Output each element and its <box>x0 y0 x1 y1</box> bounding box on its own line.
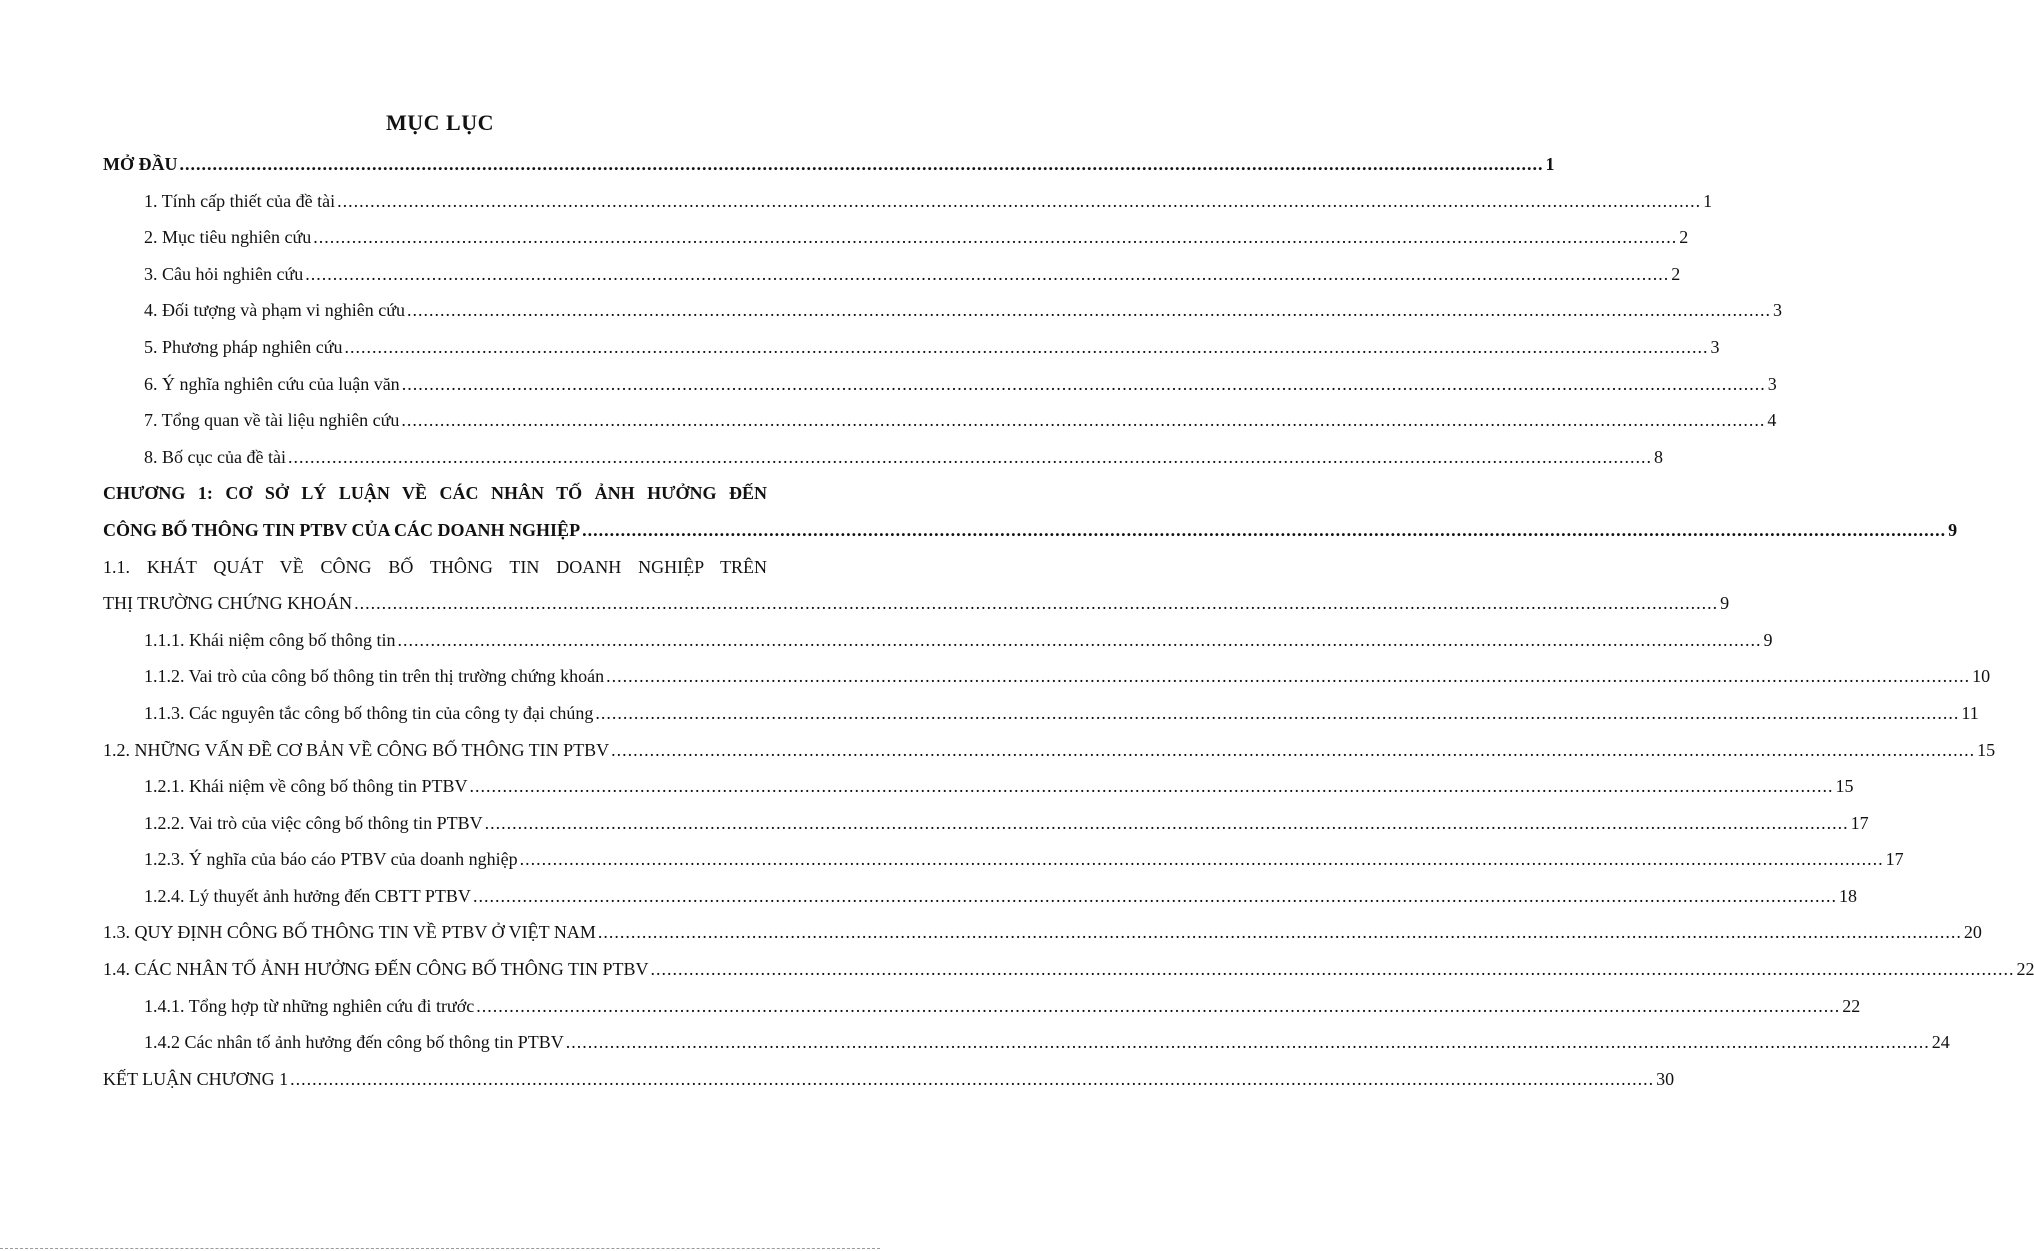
toc-entry-page-number: 9 <box>1763 629 1773 650</box>
toc-dot-leader <box>582 512 1946 549</box>
toc-entry-label: 1.2.1. Khái niệm về công bố thông tin PTBV <box>144 776 468 797</box>
toc-entry-page-number: 4 <box>1767 410 1777 431</box>
toc-entry-page-number: 22 <box>2016 959 2034 980</box>
toc-entry-page-number: 10 <box>1972 666 1991 687</box>
toc-entry-page-number: 3 <box>1773 300 1782 321</box>
toc-entry-page-number: 20 <box>1963 922 1982 943</box>
toc-entry-page-number: 17 <box>1885 849 1904 870</box>
toc-dot-leader <box>650 951 2014 988</box>
toc-dot-leader <box>337 183 1701 220</box>
toc-dot-leader <box>402 366 1766 403</box>
toc-entry-page-number: 2 <box>1679 227 1689 248</box>
toc-entry-label: 1.3. QUY ĐỊNH CÔNG BỐ THÔNG TIN VỀ PTBV Ở VIỆT NAM <box>103 922 596 943</box>
toc-title: MỤC LỤC <box>386 110 494 135</box>
toc-dot-leader <box>397 622 1761 659</box>
toc-entry[interactable] <box>103 439 1663 476</box>
toc-entry-label: 3. Câu hỏi nghiên cứu <box>144 263 304 284</box>
toc-entry[interactable] <box>103 951 2034 988</box>
toc-dot-leader <box>485 805 1849 842</box>
toc-entry-label: MỞ ĐẦU <box>103 154 178 174</box>
toc-entry[interactable] <box>103 768 1854 805</box>
toc-entry-label: CHƯƠNG 1: CƠ SỞ LÝ LUẬN VỀ CÁC NHÂN TỐ ẢNH HƯỞNG ĐẾN <box>103 483 767 504</box>
toc-entry-label: 1.1.3. Các nguyên tắc công bố thông tin của công ty đại chúng <box>144 702 594 723</box>
toc-dot-leader <box>354 585 1718 622</box>
toc-entry[interactable] <box>103 841 1904 878</box>
toc-entry-label: THỊ TRƯỜNG CHỨNG KHOÁN <box>103 593 353 614</box>
toc-entry-page-number: 2 <box>1671 263 1681 284</box>
toc-entry-page-number: 15 <box>1835 776 1854 797</box>
toc-entry-label: 1.2.2. Vai trò của việc công bố thông tin PTBV <box>144 812 483 833</box>
toc-entry[interactable] <box>103 914 1982 951</box>
toc-list <box>103 146 2034 1097</box>
toc-dot-leader <box>407 292 1771 329</box>
toc-dot-leader <box>180 146 1544 183</box>
toc-entry-label: 1.4. CÁC NHÂN TỐ ẢNH HƯỞNG ĐẾN CÔNG BỐ THÔNG TIN PTBV <box>103 959 649 980</box>
toc-entry[interactable] <box>103 585 1730 622</box>
toc-entry-label: 1.1. KHÁT QUÁT VỀ CÔNG BỐ THÔNG TIN DOANH NGHIỆP TRÊN <box>103 556 767 577</box>
toc-entry[interactable] <box>103 402 1777 439</box>
toc-entry-page-number: 24 <box>1931 1032 1950 1053</box>
toc-entry-page-number: 18 <box>1838 885 1857 906</box>
toc-entry-label: 1.4.2 Các nhân tố ảnh hưởng đến công bố thông tin PTBV <box>144 1032 564 1053</box>
toc-dot-leader <box>473 878 1837 915</box>
toc-dot-leader <box>476 988 1840 1025</box>
toc-dot-leader <box>598 914 1962 951</box>
toc-entry-page-number: 30 <box>1656 1068 1675 1089</box>
toc-entry-page-number: 9 <box>1948 519 1958 540</box>
toc-entry[interactable] <box>103 549 767 586</box>
toc-dot-leader <box>313 219 1677 256</box>
toc-entry[interactable] <box>103 1061 1675 1098</box>
toc-entry[interactable] <box>103 146 1555 183</box>
toc-dot-leader <box>288 439 1652 476</box>
toc-entry-page-number: 9 <box>1720 593 1730 614</box>
toc-dot-leader <box>305 256 1669 293</box>
toc-entry-label: 1. Tính cấp thiết của đề tài <box>144 190 336 211</box>
toc-entry-label: 6. Ý nghĩa nghiên cứu của luận văn <box>144 373 400 394</box>
toc-entry-page-number: 17 <box>1850 812 1869 833</box>
page-bottom-divider <box>0 1248 880 1250</box>
toc-entry[interactable] <box>103 183 1713 220</box>
toc-entry-label: 7. Tổng quan về tài liệu nghiên cứu <box>144 410 400 431</box>
toc-dot-leader <box>345 329 1709 366</box>
toc-entry-label: 2. Mục tiêu nghiên cứu <box>144 227 312 248</box>
toc-entry[interactable] <box>103 988 1861 1025</box>
toc-entry-page-number: 3 <box>1710 336 1720 357</box>
toc-dot-leader <box>520 841 1884 878</box>
toc-entry-label: 1.4.1. Tổng hợp từ những nghiên cứu đi trước <box>144 995 475 1016</box>
toc-entry[interactable] <box>103 329 1720 366</box>
toc-entry-label: 4. Đối tượng và phạm vi nghiên cứu <box>144 300 405 321</box>
toc-entry[interactable] <box>103 292 1782 329</box>
toc-entry[interactable] <box>103 878 1857 915</box>
toc-entry[interactable] <box>103 219 1689 256</box>
toc-entry[interactable] <box>103 1024 1950 1061</box>
toc-entry-label: 8. Bố cục của đề tài <box>144 446 286 467</box>
toc-entry[interactable] <box>103 695 1979 732</box>
toc-dot-leader <box>611 732 1975 769</box>
toc-entry-label: CÔNG BỐ THÔNG TIN PTBV CỦA CÁC DOANH NGHIỆP <box>103 519 581 540</box>
toc-entry-label: 1.2.4. Lý thuyết ảnh hưởng đến CBTT PTBV <box>144 885 471 906</box>
toc-entry[interactable] <box>103 366 1777 403</box>
toc-dot-leader <box>401 402 1765 439</box>
toc-entry-page-number: 22 <box>1842 995 1861 1016</box>
toc-entry[interactable] <box>103 475 767 512</box>
toc-entry[interactable] <box>103 256 1681 293</box>
toc-dot-leader <box>606 658 1970 695</box>
toc-entry-page-number: 3 <box>1767 373 1777 394</box>
toc-entry-page-number: 11 <box>1961 702 1979 723</box>
toc-entry-page-number: 1 <box>1545 154 1555 174</box>
toc-dot-leader <box>469 768 1833 805</box>
toc-dot-leader <box>566 1024 1930 1061</box>
toc-entry-label: 1.2.3. Ý nghĩa của báo cáo PTBV của doanh nghiệp <box>144 849 518 870</box>
toc-entry[interactable] <box>103 512 1958 549</box>
toc-dot-leader <box>595 695 1959 732</box>
toc-entry[interactable] <box>103 732 1996 769</box>
toc-entry-page-number: 1 <box>1703 190 1713 211</box>
toc-entry-label: 1.1.2. Vai trò của công bố thông tin trên thị trường chứng khoán <box>144 666 605 687</box>
toc-dot-leader <box>290 1061 1654 1098</box>
toc-entry-label: KẾT LUẬN CHƯƠNG 1 <box>103 1068 289 1089</box>
toc-entry[interactable] <box>103 805 1869 842</box>
toc-entry[interactable] <box>103 658 1991 695</box>
toc-entry[interactable] <box>103 622 1773 659</box>
toc-entry-label: 1.2. NHỮNG VẤN ĐỀ CƠ BẢN VỀ CÔNG BỐ THÔNG TIN PTBV <box>103 739 610 760</box>
toc-entry-label: 5. Phương pháp nghiên cứu <box>144 336 343 357</box>
toc-entry-page-number: 8 <box>1653 446 1663 467</box>
toc-entry-label: 1.1.1. Khái niệm công bố thông tin <box>144 629 396 650</box>
toc-entry-page-number: 15 <box>1977 739 1996 760</box>
